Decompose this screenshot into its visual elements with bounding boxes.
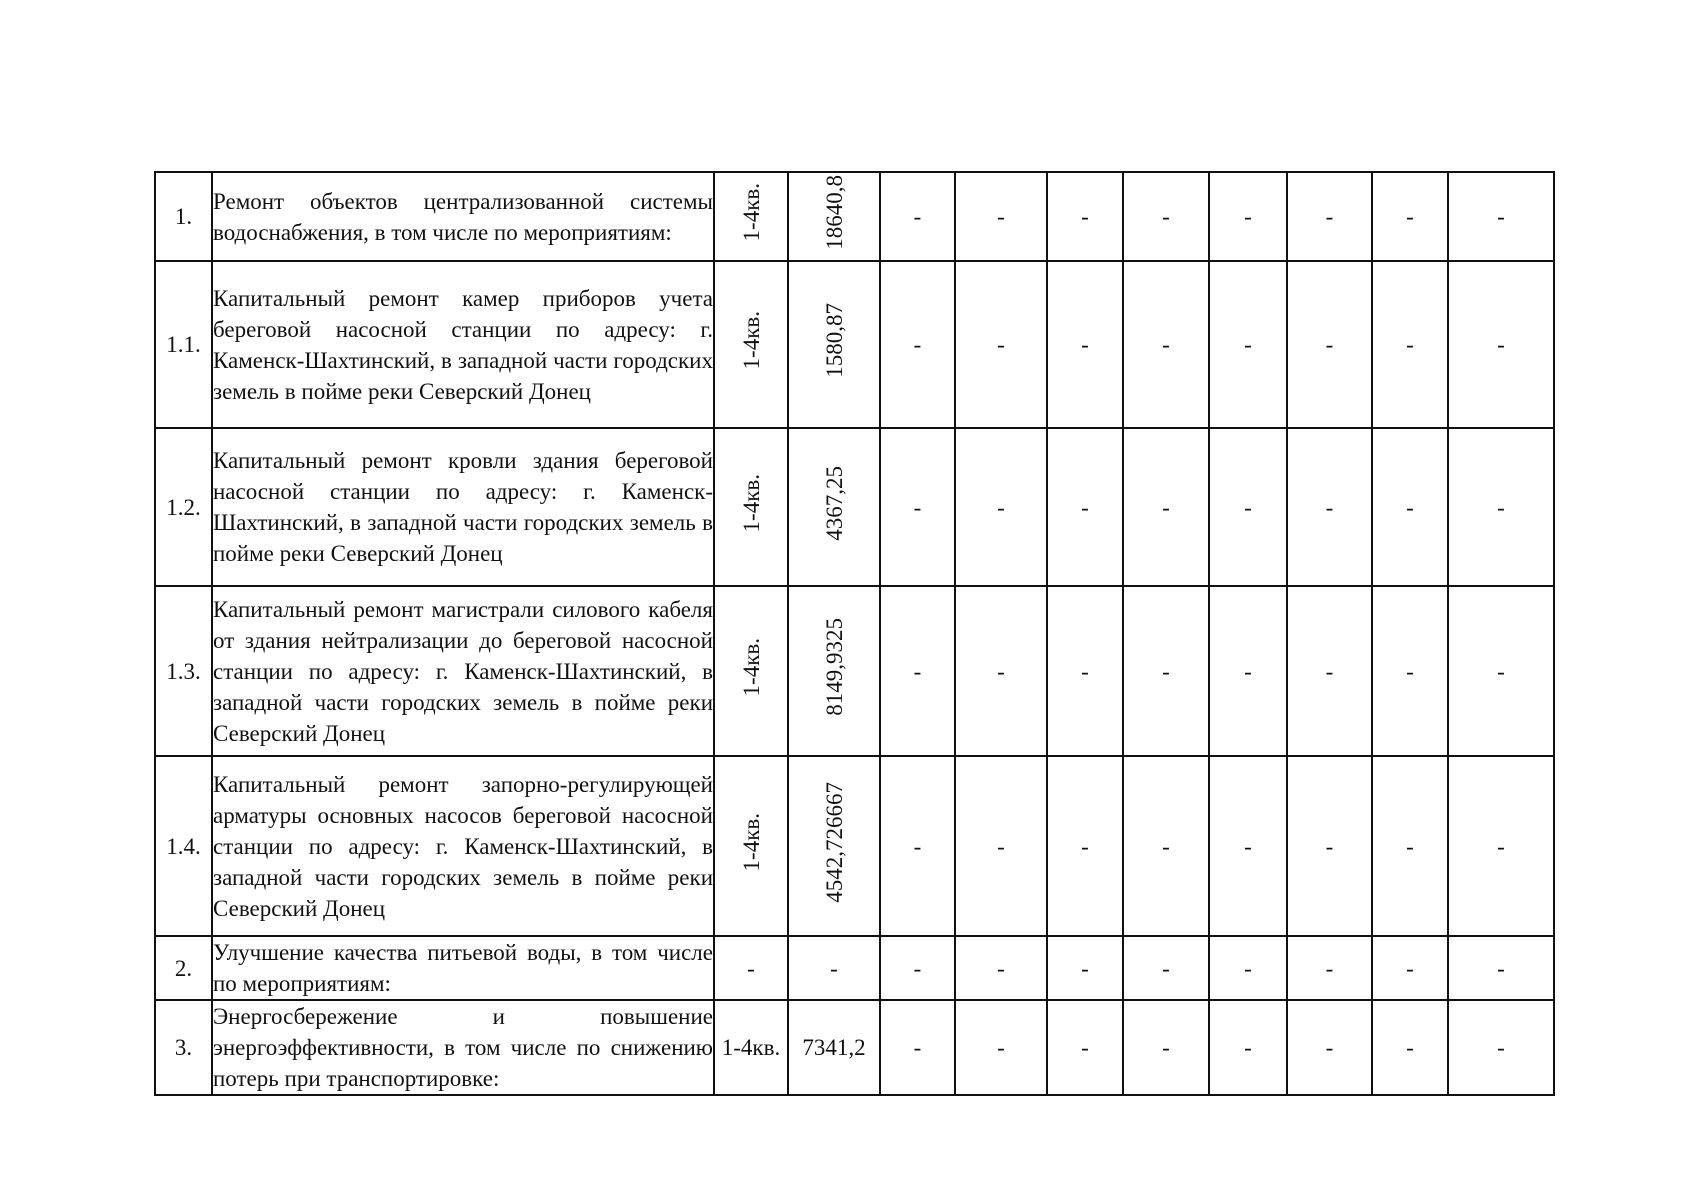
row-number-cell: 3. bbox=[155, 1000, 212, 1095]
value-cell: - bbox=[1123, 1000, 1209, 1095]
measure-description-cell: Капитальный ремонт запорно-регулирующей арматуры основных насосов береговой насосной станции по адресу: г. Каменск-Шахтинский, в западной части городских земель в пойме реки Северский Донец bbox=[212, 756, 714, 936]
value-cell: - bbox=[1448, 756, 1554, 936]
period-cell bbox=[714, 261, 788, 428]
value-cell: - bbox=[1047, 586, 1123, 756]
value-cell: - bbox=[1448, 172, 1554, 261]
value-cell: - bbox=[1123, 172, 1209, 261]
value-cell: - bbox=[1047, 936, 1123, 1000]
measure-description-cell: Капитальный ремонт кровли здания береговой насосной станции по адресу: г. Каменск-Шахтинский, в западной части городских земель в пойме реки Северский Донец bbox=[212, 428, 714, 586]
value-cell: - bbox=[1287, 936, 1372, 1000]
measure-description-cell: Капитальный ремонт камер приборов учета береговой насосной станции по адресу: г. Каменск-Шахтинский, в западной части городских земель в пойме реки Северский Донец bbox=[212, 261, 714, 428]
value-cell: - bbox=[880, 1000, 955, 1095]
period-cell bbox=[714, 586, 788, 756]
value-cell: - bbox=[1372, 756, 1448, 936]
value-cell: - bbox=[955, 428, 1047, 586]
value-cell: - bbox=[1209, 936, 1287, 1000]
period-cell: - bbox=[714, 936, 788, 1000]
row-number-cell: 1.3. bbox=[155, 586, 212, 756]
row-number-cell: 1.2. bbox=[155, 428, 212, 586]
amount-cell bbox=[788, 261, 880, 428]
value-cell: - bbox=[1047, 428, 1123, 586]
amount-cell bbox=[788, 756, 880, 936]
amount-cell-text: 18640,8 bbox=[821, 175, 847, 250]
period-cell-text: 1-4кв. bbox=[738, 473, 764, 533]
value-cell: - bbox=[1209, 428, 1287, 586]
value-cell: - bbox=[955, 1000, 1047, 1095]
value-cell: - bbox=[1448, 428, 1554, 586]
table-row bbox=[155, 172, 1554, 261]
value-cell: - bbox=[1287, 428, 1372, 586]
table-row bbox=[155, 586, 1554, 756]
value-cell: - bbox=[955, 172, 1047, 261]
value-cell: - bbox=[1047, 172, 1123, 261]
value-cell: - bbox=[1209, 172, 1287, 261]
value-cell: - bbox=[1123, 586, 1209, 756]
value-cell: - bbox=[1287, 756, 1372, 936]
value-cell: - bbox=[1372, 586, 1448, 756]
value-cell: - bbox=[1047, 1000, 1123, 1095]
value-cell: - bbox=[1287, 1000, 1372, 1095]
value-cell: - bbox=[880, 756, 955, 936]
row-number-cell: 1. bbox=[155, 172, 212, 261]
value-cell: - bbox=[955, 261, 1047, 428]
value-cell: - bbox=[1209, 1000, 1287, 1095]
period-cell-text: 1-4кв. bbox=[738, 637, 764, 697]
period-cell: 1-4кв. bbox=[714, 1000, 788, 1095]
amount-cell bbox=[788, 586, 880, 756]
value-cell: - bbox=[1123, 261, 1209, 428]
table-row bbox=[155, 936, 1554, 1000]
value-cell: - bbox=[1287, 261, 1372, 428]
value-cell: - bbox=[1372, 172, 1448, 261]
amount-cell-text: 4542,726667 bbox=[821, 781, 847, 903]
value-cell: - bbox=[1287, 586, 1372, 756]
value-cell: - bbox=[1372, 428, 1448, 586]
value-cell: - bbox=[1448, 261, 1554, 428]
value-cell: - bbox=[1372, 261, 1448, 428]
value-cell: - bbox=[1047, 261, 1123, 428]
amount-cell-text: 8149,9325 bbox=[821, 618, 847, 716]
amount-cell bbox=[788, 172, 880, 261]
period-cell bbox=[714, 428, 788, 586]
amount-cell bbox=[788, 428, 880, 586]
value-cell: - bbox=[1123, 428, 1209, 586]
period-cell bbox=[714, 756, 788, 936]
value-cell: - bbox=[1448, 936, 1554, 1000]
value-cell: - bbox=[1287, 172, 1372, 261]
value-cell: - bbox=[1047, 756, 1123, 936]
value-cell: - bbox=[880, 936, 955, 1000]
value-cell: - bbox=[1209, 756, 1287, 936]
value-cell: - bbox=[1448, 1000, 1554, 1095]
period-cell-text: 1-4кв. bbox=[738, 311, 764, 370]
table-body bbox=[155, 172, 1554, 1095]
measure-description-cell: Энергосбережение и повышение энергоэффективности, в том числе по снижению потерь при транспортировке: bbox=[212, 1000, 714, 1095]
value-cell: - bbox=[1209, 261, 1287, 428]
table-row bbox=[155, 261, 1554, 428]
table-row bbox=[155, 428, 1554, 586]
amount-cell: - bbox=[788, 936, 880, 1000]
value-cell: - bbox=[880, 428, 955, 586]
value-cell: - bbox=[955, 936, 1047, 1000]
value-cell: - bbox=[1123, 756, 1209, 936]
period-cell-text: 1-4кв. bbox=[738, 812, 764, 872]
measure-description-cell: Капитальный ремонт магистрали силового кабеля от здания нейтрализации до береговой насосной станции по адресу: г. Каменск-Шахтинский, в западной части городских земель в пойме реки Северский Донец bbox=[212, 586, 714, 756]
period-cell bbox=[714, 172, 788, 261]
value-cell: - bbox=[1372, 1000, 1448, 1095]
value-cell: - bbox=[1372, 936, 1448, 1000]
value-cell: - bbox=[880, 261, 955, 428]
measure-description-cell: Ремонт объектов централизованной системы водоснабжения, в том числе по мероприятиям: bbox=[212, 172, 714, 261]
value-cell: - bbox=[880, 172, 955, 261]
value-cell: - bbox=[955, 586, 1047, 756]
amount-cell-text: 1580,87 bbox=[821, 303, 847, 378]
value-cell: - bbox=[880, 586, 955, 756]
value-cell: - bbox=[1209, 586, 1287, 756]
row-number-cell: 1.4. bbox=[155, 756, 212, 936]
amount-cell-text: 4367,25 bbox=[821, 465, 847, 541]
table-row bbox=[155, 756, 1554, 936]
row-number-cell: 1.1. bbox=[155, 261, 212, 428]
period-cell-text: 1-4кв. bbox=[738, 183, 764, 242]
row-number-cell: 2. bbox=[155, 936, 212, 1000]
value-cell: - bbox=[1448, 586, 1554, 756]
table-row bbox=[155, 1000, 1554, 1095]
amount-cell: 7341,2 bbox=[788, 1000, 880, 1095]
value-cell: - bbox=[955, 756, 1047, 936]
measures-table bbox=[154, 171, 1555, 1096]
measure-description-cell: Улучшение качества питьевой воды, в том числе по мероприятиям: bbox=[212, 936, 714, 1000]
value-cell: - bbox=[1123, 936, 1209, 1000]
